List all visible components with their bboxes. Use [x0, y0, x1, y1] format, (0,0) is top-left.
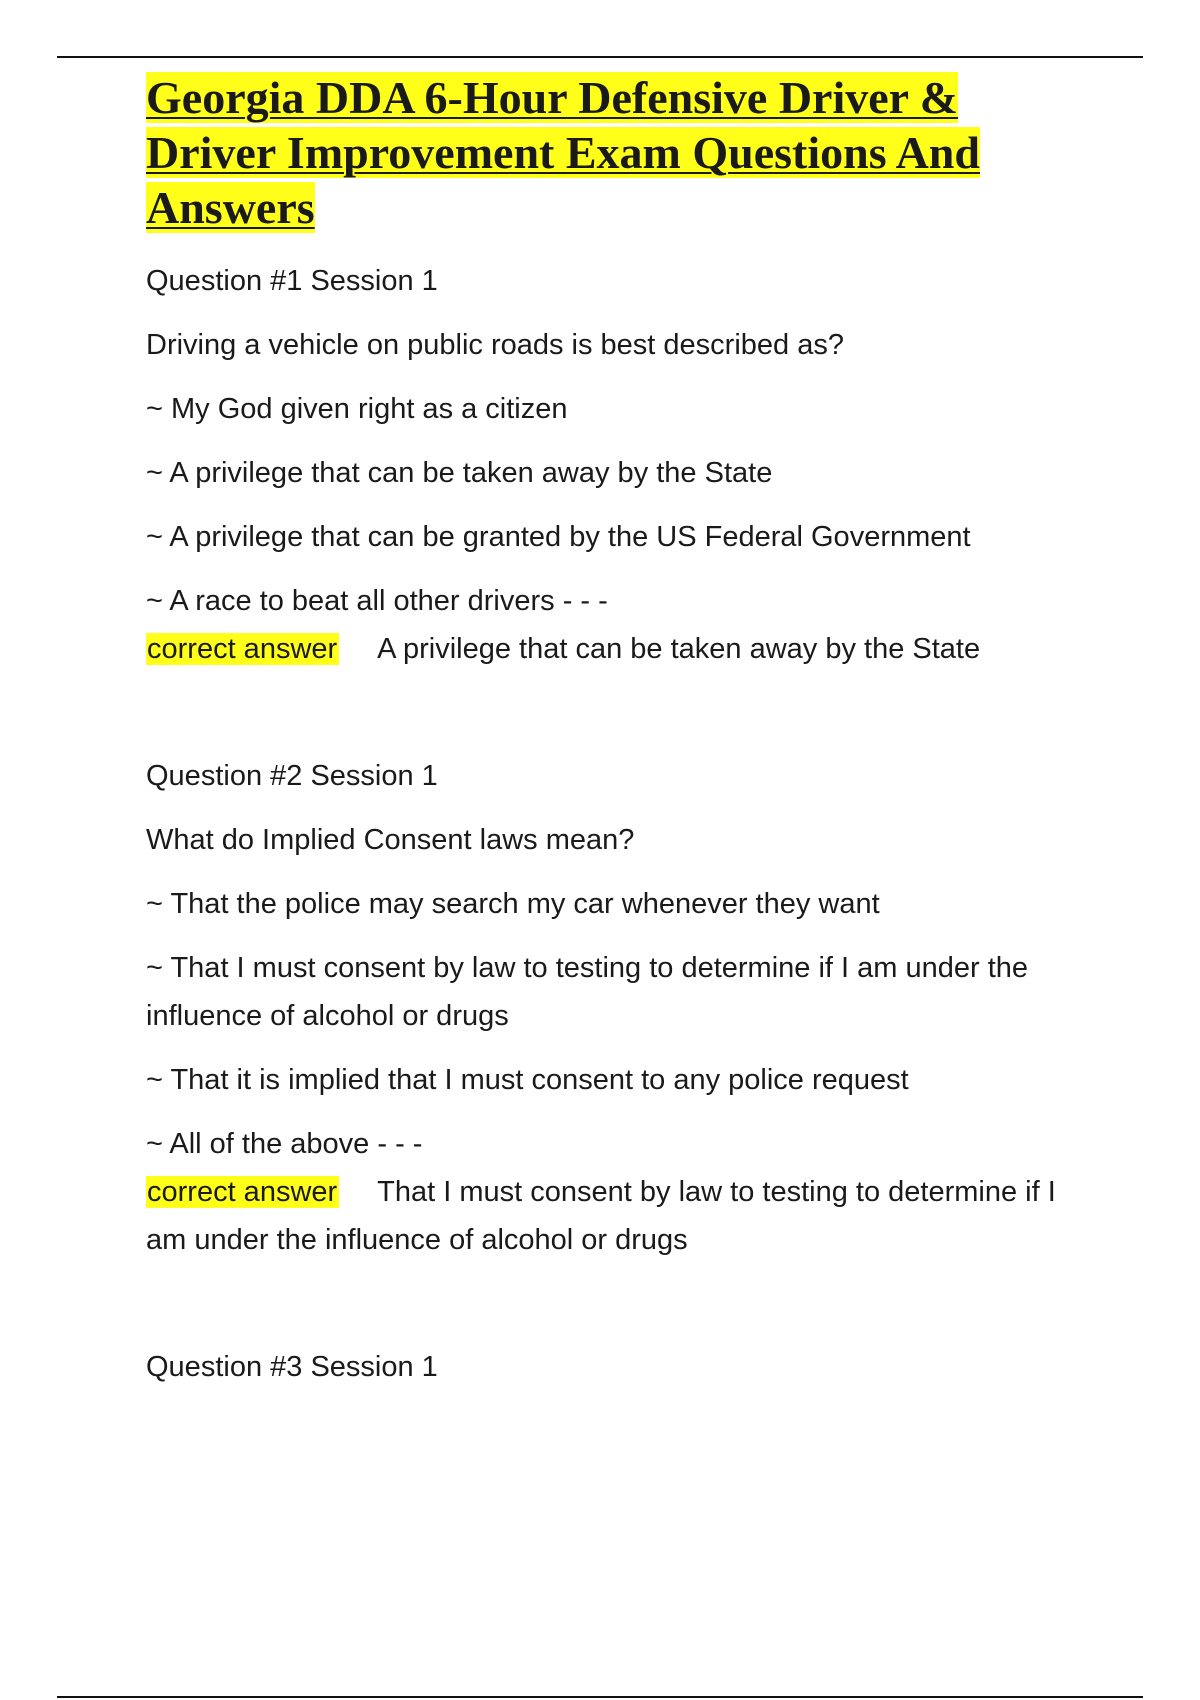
answer-option: ~ My God given right as a citizen — [146, 393, 568, 425]
answer-option: ~ A privilege that can be taken away by the State — [146, 457, 773, 489]
bottom-rule — [57, 1696, 1143, 1698]
top-rule — [57, 56, 1143, 58]
correct-answer-label: correct answer — [147, 633, 338, 665]
correct-answer-label: correct answer — [147, 1176, 338, 1208]
answer-option: ~ That I must consent by law to testing to determine if I am under the influence of alcohol or drugs — [146, 952, 1029, 1032]
question-prompt: What do Implied Consent laws mean? — [146, 824, 635, 856]
correct-answer-line — [146, 1168, 1096, 1264]
title-text: Georgia DDA 6-Hour Defensive Driver & Driver Improvement Exam Questions And Answers — [146, 72, 980, 233]
correct-answer-text: That I must consent by law to testing to determine if I am under the influence of alcohol or drugs — [146, 1176, 1056, 1256]
answer-option: ~ All of the above - - - — [146, 1128, 423, 1160]
answer-option: ~ A race to beat all other drivers - - - — [146, 585, 608, 617]
correct-answer-line — [146, 625, 1096, 673]
answer-option: ~ That it is implied that I must consent to any police request — [146, 1064, 909, 1096]
question-1 — [146, 257, 1096, 673]
document-body — [146, 70, 1096, 1391]
question-3 — [146, 1343, 1096, 1391]
question-header: Question #1 Session 1 — [146, 265, 438, 297]
answer-option: ~ A privilege that can be granted by the US Federal Government — [146, 521, 971, 553]
correct-answer-text: A privilege that can be taken away by the State — [377, 633, 981, 665]
question-prompt: Driving a vehicle on public roads is best described as? — [146, 329, 844, 361]
question-2 — [146, 752, 1096, 1264]
question-header: Question #2 Session 1 — [146, 760, 438, 792]
document-title — [146, 70, 1096, 235]
answer-option: ~ That the police may search my car whenever they want — [146, 888, 880, 920]
question-header: Question #3 Session 1 — [146, 1351, 438, 1383]
